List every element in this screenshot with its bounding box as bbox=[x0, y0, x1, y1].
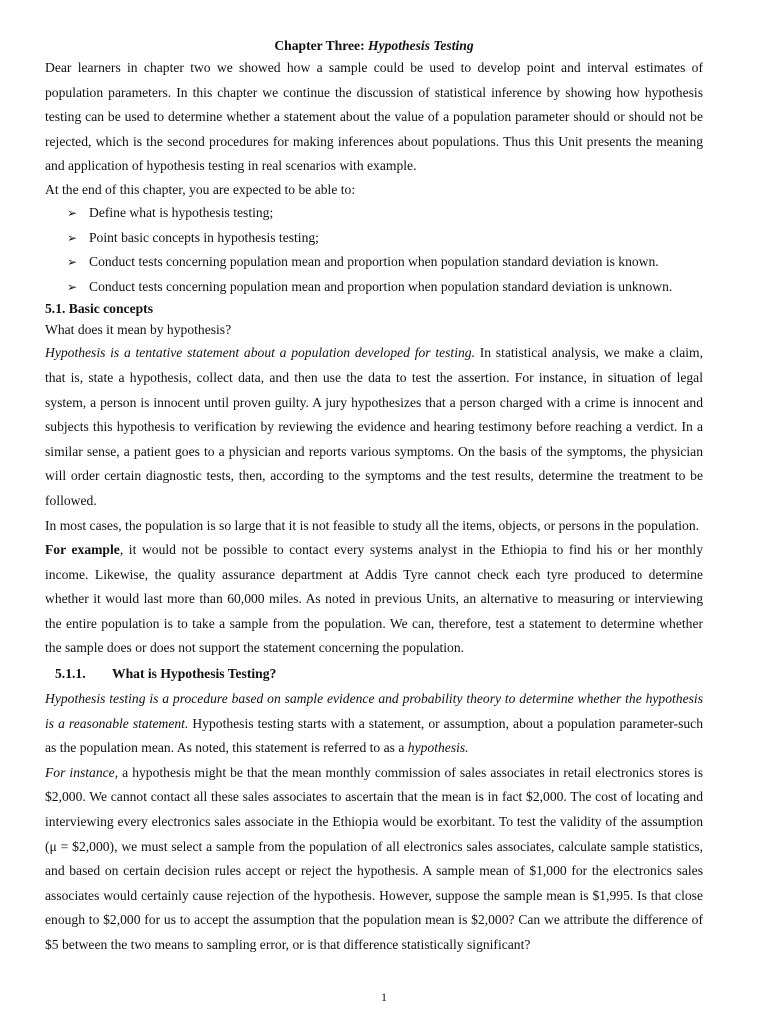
chapter-title-italic: Hypothesis Testing bbox=[368, 38, 474, 53]
section-title: What is Hypothesis Testing? bbox=[112, 666, 277, 682]
chapter-title-prefix: Chapter Three: bbox=[274, 38, 365, 53]
section-5-1-heading: 5.1. Basic concepts bbox=[45, 301, 153, 317]
example-text: , it would not be possible to contact every systems analyst in the Ethiopia to find his or her monthly income. Likewise, the quality assurance department at Addis Tyre cannot check each tyre produced to determine whether it would last more than 60,000 miles. As noted in previous Units, an alternative to measuring or interviewing the entire population is to take a sample from the population. We can, therefore, test a statement to determine whether the sample does or does not support the statement concerning the population. bbox=[45, 542, 703, 656]
hypothesis-definition-italic: Hypothesis is a tentative statement about a population developed for testing. bbox=[45, 345, 475, 361]
arrow-bullet-icon: ➢ bbox=[67, 279, 78, 294]
instance-label: For instance, bbox=[45, 764, 119, 780]
list-item bbox=[45, 275, 703, 300]
list-item-text: Conduct tests concerning population mean and proportion when population standard deviation is unknown. bbox=[89, 278, 673, 294]
list-item bbox=[45, 201, 703, 226]
hypothesis-definition-text: In statistical analysis, we make a claim, that is, state a hypothesis, collect data, and then use the data to test the assertion. For instance, in situation of legal system, a person is innocent until proven guilty. A jury hypothesizes that a person charged with a crime is innocent and subjects this hypothesis to verification by reviewing the evidence and hearing testimony before reaching a verdict. In a similar sense, a patient goes to a physician and reports various symptoms. On the basis of the symptoms, the physician will order certain diagnostic tests, then, according to the symptoms and the test results, determine the treatment to be followed. bbox=[45, 345, 704, 508]
instance-text: a hypothesis might be that the mean monthly commission of sales associates in retail electronics stores is $2,000. We cannot contact all these sales associates to ascertain that the mean is in fact $2,000. The cost of locating and interviewing every electronics sales associate in the Ethiopia would be exorbitant. To test the validity of the assumption (μ = $2,000), we must select a sample from the population of all electronics sales associates, calculate sample statistics, and based on certain decision rules accept or reject the hypothesis. A sample mean of $1,000 for the electronics sales associates would certainly cause rejection of the hypothesis. However, suppose the sample mean is $1,995. Is that close enough to $2,000 for us to accept the assumption that the population mean is $2,000? Can we attribute the difference of $5 between the two means to sampling error, or is that difference statistically significant? bbox=[45, 764, 703, 952]
arrow-bullet-icon: ➢ bbox=[67, 205, 78, 220]
section-number: 5.1.1. bbox=[55, 666, 86, 682]
ht-definition-word: hypothesis. bbox=[407, 740, 469, 756]
arrow-bullet-icon: ➢ bbox=[67, 255, 78, 270]
section-5-1-question: What does it mean by hypothesis? bbox=[45, 322, 232, 338]
section-5-1-1-heading bbox=[45, 661, 703, 687]
arrow-bullet-icon: ➢ bbox=[67, 230, 78, 245]
page-content bbox=[45, 36, 703, 958]
list-item-text: Point basic concepts in hypothesis testing; bbox=[89, 229, 319, 245]
objectives-list bbox=[45, 201, 703, 299]
list-item bbox=[45, 226, 703, 251]
population-paragraph: In most cases, the population is so large that it is not feasible to study all the items, objects, or persons in the population. bbox=[45, 517, 700, 533]
ht-definition-italic: Hypothesis testing is a procedure based on sample evidence and probability theory to determine whether the hypothesis is a reasonable statement. bbox=[45, 691, 703, 731]
hypothesis-definition-paragraph bbox=[45, 341, 703, 513]
objectives-intro: At the end of this chapter, you are expected to be able to: bbox=[45, 181, 356, 197]
list-item-text: Conduct tests concerning population mean and proportion when population standard deviation is known. bbox=[89, 254, 659, 270]
list-item bbox=[45, 250, 703, 275]
example-paragraph bbox=[45, 538, 703, 661]
list-item-text: Define what is hypothesis testing; bbox=[89, 204, 274, 220]
example-label: For example bbox=[45, 542, 120, 558]
ht-definition-text: Hypothesis testing starts with a statement, or assumption, about a population parameter-such as the population mean. As noted, this statement is referred to as a bbox=[45, 715, 703, 756]
page-number: 1 bbox=[381, 990, 387, 1004]
chapter-title bbox=[45, 36, 703, 56]
hypothesis-testing-definition-paragraph bbox=[45, 687, 703, 761]
instance-paragraph bbox=[45, 761, 703, 958]
intro-paragraph: Dear learners in chapter two we showed how a sample could be used to develop point and interval estimates of population parameters. In this chapter we continue the discussion of statistical inference by showing how hypothesis testing can be used to determine whether a statement about the value of a population parameter should or should not be rejected, which is the second procedures for making inferences about populations. Thus this Unit presents the meaning and application of hypothesis testing in real scenarios with example. bbox=[45, 60, 703, 174]
